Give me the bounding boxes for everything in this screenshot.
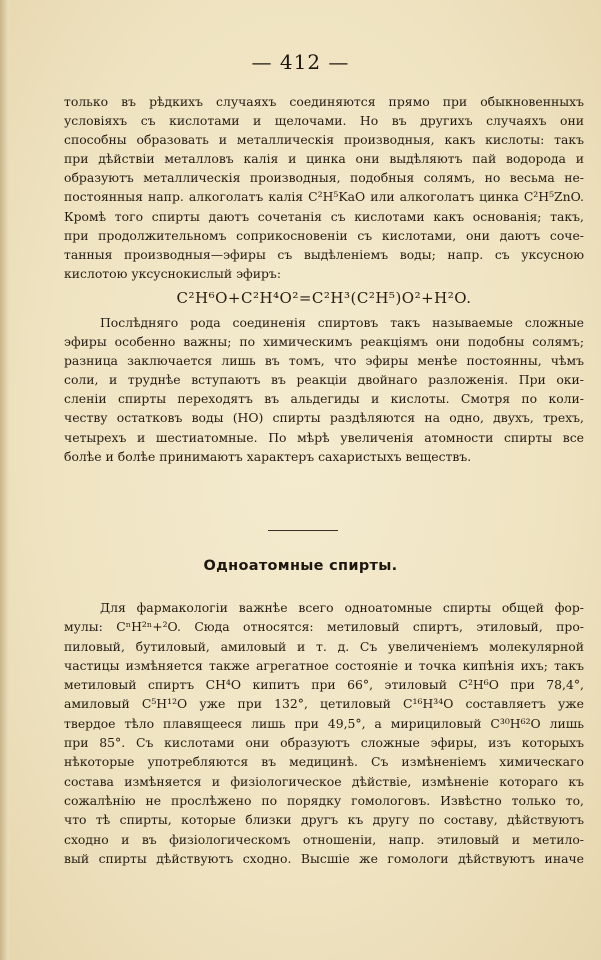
text-line: при продолжительномъ соприкосновеніи съ кислотами, они даютъ соче- [64,227,584,243]
text-line: четырехъ и шестиатомные. По мѣрѣ увеличенія атомности спирты все [64,429,584,445]
text-line: сленіи спирты переходятъ въ альдегиды и кислоты. Смотря по коли- [64,391,584,407]
text-line: при дѣйствіи металловъ калія и цинка они выдѣляютъ пай водорода и [64,151,584,167]
text-line: состава измѣняется и физіологическое дѣйствіе, измѣненіе котораго къ [64,773,584,789]
text-line: Кромѣ того спирты даютъ сочетанія съ кислотами какъ основанія; такъ, [64,208,584,224]
upper-text-block [64,92,584,466]
section-heading: Одноатомные спирты. [203,558,398,574]
text-line: мулы: CⁿH²ⁿ+²O. Сюда относятся: метиловый спиртъ, этиловый, про- [64,619,584,635]
text-line: что тѣ спирты, которые близки другъ къ другу по составу, дѣйствуютъ [64,812,584,828]
text-line: Послѣдняго рода соединенія спиртовъ такъ называемые сложные [100,314,584,330]
text-line: честву остатковъ воды (HO) спирты раздѣляются на одно, двухъ, трехъ, [64,410,584,426]
text-line: соли, и труднѣе вступаютъ въ реакціи двойнаго разложенія. При оки- [64,372,584,388]
lower-text-block [64,598,584,868]
text-line: образуютъ металлическія производныя, подобныя солямъ, но весьма не- [64,170,584,186]
text-line: частицы измѣняется также агрегатное состояніе и точка кипѣнія ихъ; такъ [64,657,584,673]
chemical-formula: C²H⁶O+C²H⁴O²=C²H³(C²H⁵)O²+H²O. [176,288,472,307]
text-line: разница заключается лишь въ томъ, что эфиры менѣе постоянны, чѣмъ [64,353,584,369]
text-line: только въ рѣдкихъ случаяхъ соединяются прямо при обыкновенныхъ [64,94,584,109]
text-line: условіяхъ съ кислотами и щелочами. Но въ другихъ случаяхъ они [64,113,584,129]
text-line: твердое тѣло плавящееся лишь при 49,5°, а мирициловый C³⁰H⁶²O лишь [64,715,584,731]
text-line: танныя производныя—эфиры съ выдѣленіемъ воды; напр. съ уксусною [64,246,584,262]
text-line: способны образовать и металлическія производныя, какъ кислоты: такъ [64,132,584,148]
text-line: при 85°. Съ кислотами они образуютъ сложные эфиры, изъ которыхъ [64,735,584,751]
text-line: сходно и въ физіологическомъ отношеніи, напр. этиловый и метило- [64,831,584,847]
text-line: кислотою уксуснокислый эфиръ: [64,265,281,281]
section-divider [268,530,338,531]
page-number: — 412 — [251,50,350,74]
text-line: постоянныя напр. алкоголатъ калія C²H⁵KaO или алкоголатъ цинка C²H⁵ZnO. [64,189,584,205]
text-line: Для фармакологіи важнѣе всего одноатомные спирты общей фор- [100,600,584,615]
text-line: вый спирты дѣйствуютъ сходно. Высшіе же гомологи дѣйствуютъ иначе [64,850,584,866]
text-line: болѣе и болѣе принимаютъ характеръ сахаристыхъ веществъ. [64,448,472,464]
text-line: эфиры особенно важны; по химическимъ реакціямъ они подобны солямъ; [64,334,584,350]
text-line: метиловый спиртъ CH⁴O кипитъ при 66°, этиловый C²H⁶O при 78,4°, [64,677,584,693]
page-binding-edge [0,0,10,960]
text-line: нѣкоторые употребляются въ медицинѣ. Съ измѣненіемъ химическаго [64,754,584,770]
text-line: сожалѣнію не прослѣжено по порядку гомологовъ. Извѣстно только то, [64,792,584,808]
text-line: пиловый, бутиловый, амиловый и т. д. Съ увеличеніемъ молекулярной [64,638,584,654]
text-line: амиловый C⁵H¹²O уже при 132°, цетиловый C¹⁶H³⁴O составляетъ уже [64,696,584,712]
